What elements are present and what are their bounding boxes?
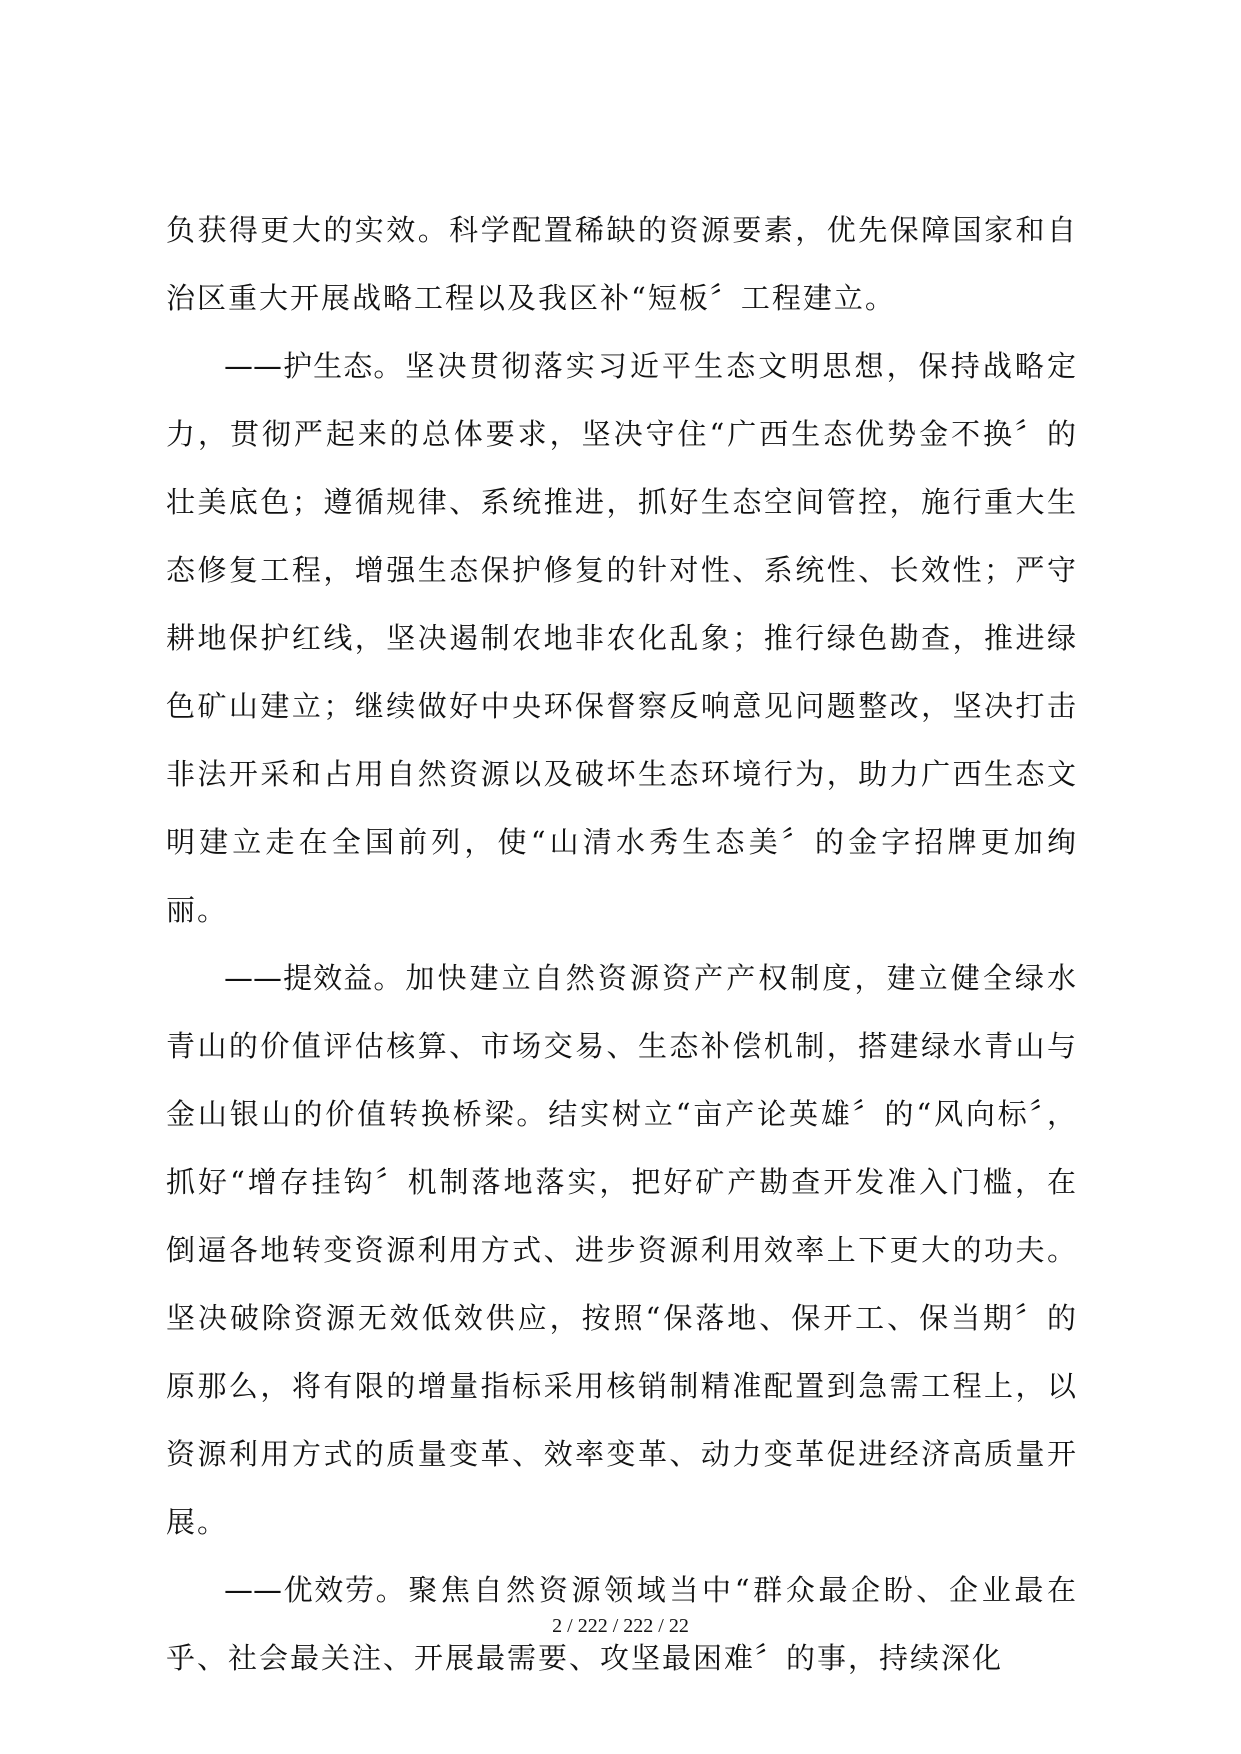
- paragraph-text: 负获得更大的实效。科学配置稀缺的资源要素，优先保障国家和自治区重大开展战略工程以及我区补“短板〞工程建立。: [166, 213, 1078, 315]
- paragraph-text: 。坚决贯彻落实习近平生态文明思想，保持战略定力，贯彻严起来的总体要求，坚决守住“广西生态优势金不换〞的壮美底色；遵循规律、系统推进，抓好生态空间管控，施行重大生态修复工程，增强生态保护修复的针对性、系统性、长效性；严守耕地保护红线，坚决遏制农地非农化乱象；推行绿色勘查，推进绿色矿山建立；继续做好中央环保督察反响意见问题整改，坚决打击非法开采和占用自然资源以及破坏生态环境行为，助力广西生态文明建立走在全国前列，使“山清水秀生态美〞的金字招牌更加绚丽。: [166, 349, 1078, 927]
- page-number: 2 / 222 / 222 / 22: [552, 1615, 689, 1637]
- paragraph-text: 。聚焦自然资源领域当中“群众最企盼、企业最在乎、社会最关注、开展最需要、攻坚最困难〞的事，持续深化: [166, 1573, 1078, 1675]
- paragraph-text: 。加快建立自然资源资产产权制度，建立健全绿水青山的价值评估核算、市场交易、生态补偿机制，搭建绿水青山与金山银山的价值转换桥梁。结实树立“亩产论英雄〞的“风向标〞，抓好“增存挂钩〞机制落地落实，把好矿产勘查开发准入门槛，在倒逼各地转变资源利用方式、进步资源利用效率上下更大的功夫。坚决破除资源无效低效供应，按照“保落地、保开工、保当期〞的原那么，将有限的增量指标采用核销制精准配置到急需工程上，以资源利用方式的质量变革、效率变革、动力变革促进经济高质量开展。: [166, 961, 1078, 1539]
- paragraph-heading: ——优效劳: [224, 1573, 376, 1607]
- paragraph-protect-ecology: [166, 332, 1078, 944]
- paragraph-heading: ——提效益: [224, 961, 374, 995]
- paragraph-improve-efficiency: [166, 944, 1078, 1556]
- paragraph-heading: ——护生态: [224, 349, 374, 383]
- paragraph-continuation: [166, 196, 1078, 332]
- document-body: [166, 196, 1078, 1692]
